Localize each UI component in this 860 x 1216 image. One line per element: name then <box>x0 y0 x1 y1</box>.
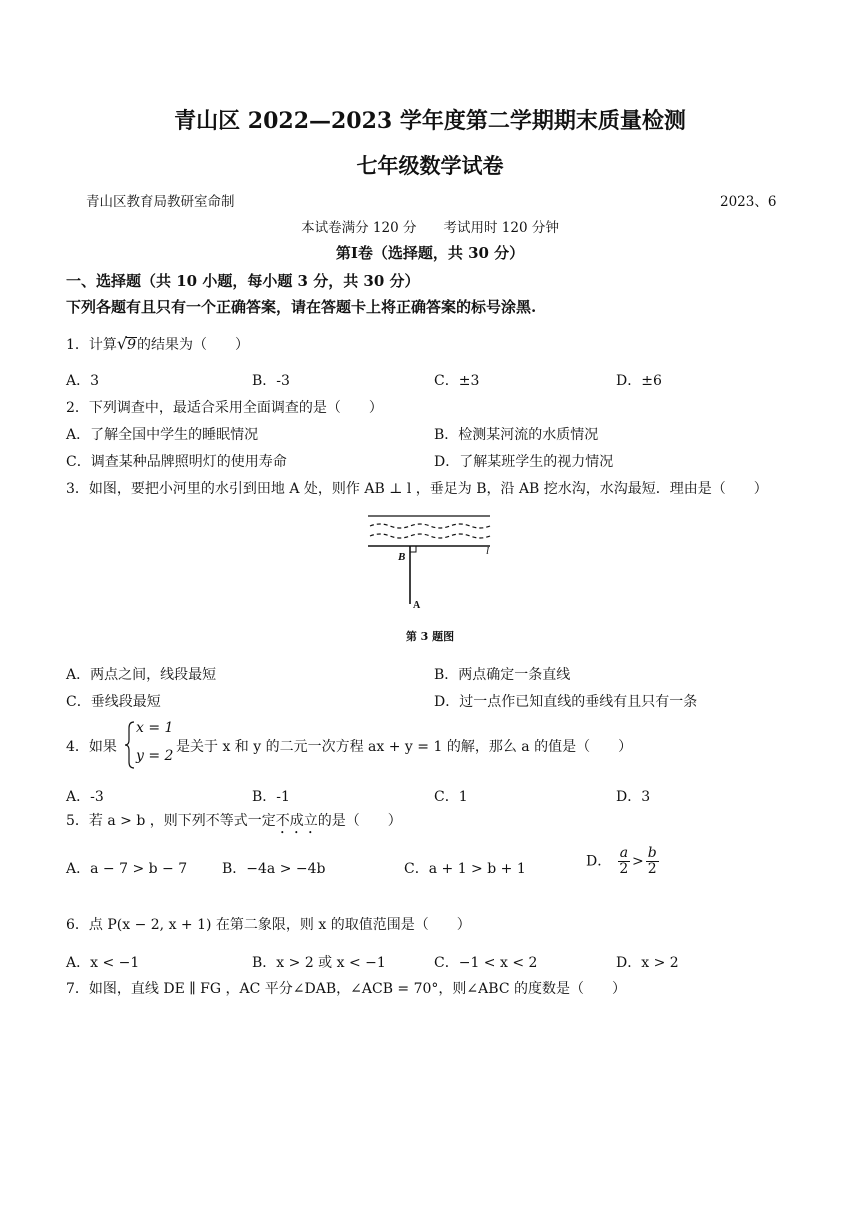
fraction-b-over-2 <box>646 846 659 877</box>
q3-option-b: B．两点确定一条直线 <box>434 667 571 683</box>
fraction-a-over-2 <box>618 846 630 877</box>
question-1-stem <box>66 334 249 354</box>
q1-option-a: A．3 <box>66 373 100 389</box>
question-3-stem: 3．如图，要把小河里的水引到田地 A 处，则作 AB ⊥ l ，垂足为 B，沿 AB 挖水沟，水沟最短．理由是（ ） <box>66 481 768 497</box>
river-wave-1 <box>370 524 490 528</box>
q1-suffix: 的结果为（ ） <box>137 337 250 353</box>
issuer: 青山区教育局教研室命制 <box>86 194 235 210</box>
brace-icon <box>124 720 136 770</box>
q4-option-c: C．1 <box>434 789 468 805</box>
q6-option-a: A．x < −1 <box>66 955 140 971</box>
part1-title: 第Ⅰ卷（选择题，共 30 分） <box>335 244 525 262</box>
q4-option-b: B．-1 <box>252 789 290 805</box>
label-l: l <box>486 545 490 557</box>
label-B: B <box>398 551 406 563</box>
question-7-stem: 7．如图，直线 DE ∥ FG ，AC 平分∠DAB，∠ACB = 70°，则∠ABC 的度数是（ ） <box>66 981 626 997</box>
q2-option-c: C．调查某种品牌照明灯的使用寿命 <box>66 454 287 470</box>
q5-emphasis: 不成立 <box>275 813 318 829</box>
q5-d-op: > <box>632 853 644 870</box>
q1-option-d: D．±6 <box>616 373 662 389</box>
question-6-stem: 6．点 P(x − 2, x + 1) 在第二象限，则 x 的取值范围是（ ） <box>66 917 471 933</box>
q4-option-a: A．-3 <box>66 789 104 805</box>
exam-date: 2023、6 <box>720 194 777 210</box>
q3-option-a: A．两点之间，线段最短 <box>66 667 217 683</box>
sqrt-symbol: √ <box>116 334 128 353</box>
q5-option-d <box>586 846 661 877</box>
q5-d-label: D． <box>586 853 612 870</box>
q6-option-b: B．x > 2 或 x < −1 <box>252 955 386 971</box>
right-angle-mark <box>410 546 416 552</box>
q6-option-d: D．x > 2 <box>616 955 679 971</box>
q2-option-a: A．了解全国中学生的睡眠情况 <box>66 427 259 443</box>
q1-option-b: B．-3 <box>252 373 290 389</box>
q5-option-b: B．−4a > −4b <box>222 861 326 877</box>
q3-option-d: D．过一点作已知直线的垂线有且只有一条 <box>434 694 698 710</box>
q2-option-d: D．了解某班学生的视力情况 <box>434 454 614 470</box>
river-wave-2 <box>370 534 490 538</box>
q1-prefix: 1．计算 <box>66 337 117 353</box>
section-heading: 一、选择题（共 10 小题，每小题 3 分，共 30 分） <box>66 272 420 290</box>
frac-den: 2 <box>619 861 629 877</box>
q2-option-b: B．检测某河流的水质情况 <box>434 427 599 443</box>
question-2-stem: 2．下列调查中，最适合采用全面调查的是（ ） <box>66 400 383 416</box>
q4-eq2: y = 2 <box>136 748 174 764</box>
q4-option-d: D．3 <box>616 789 651 805</box>
q1-option-c: C．±3 <box>434 373 480 389</box>
q5-option-a: A．a − 7 > b − 7 <box>66 861 188 877</box>
exam-info: 本试卷满分 120 分 考试用时 120 分钟 <box>301 220 559 236</box>
q4-prefix: 4．如果 <box>66 739 117 755</box>
section-instruction: 下列各题有且只有一个正确答案，请在答题卡上将正确答案的标号涂黑. <box>66 298 537 316</box>
q4-suffix: 是关于 x 和 y 的二元一次方程 ax + y = 1 的解，那么 a 的值是（ ） <box>176 739 633 755</box>
exam-title: 青山区 2022—2023 学年度第二学期期末质量检测 <box>174 108 686 134</box>
exam-subtitle: 七年级数学试卷 <box>356 153 504 178</box>
q3-figure-caption: 第 3 题图 <box>405 630 455 643</box>
question-5-stem <box>66 810 402 837</box>
frac-num: a <box>619 845 629 861</box>
frac-num: b <box>647 845 657 861</box>
frac-den: 2 <box>647 861 657 877</box>
q5-prefix: 5．若 a > b ，则下列不等式一定 <box>66 813 276 829</box>
q3-option-c: C．垂线段最短 <box>66 694 161 710</box>
q1-radicand: 9 <box>127 337 137 353</box>
q5-option-c: C．a + 1 > b + 1 <box>404 861 526 877</box>
q3-figure <box>362 510 502 610</box>
q6-option-c: C．−1 < x < 2 <box>434 955 538 971</box>
q5-suffix: 的是（ ） <box>317 813 402 829</box>
label-A: A <box>413 600 421 610</box>
q4-eq1: x = 1 <box>136 720 174 736</box>
